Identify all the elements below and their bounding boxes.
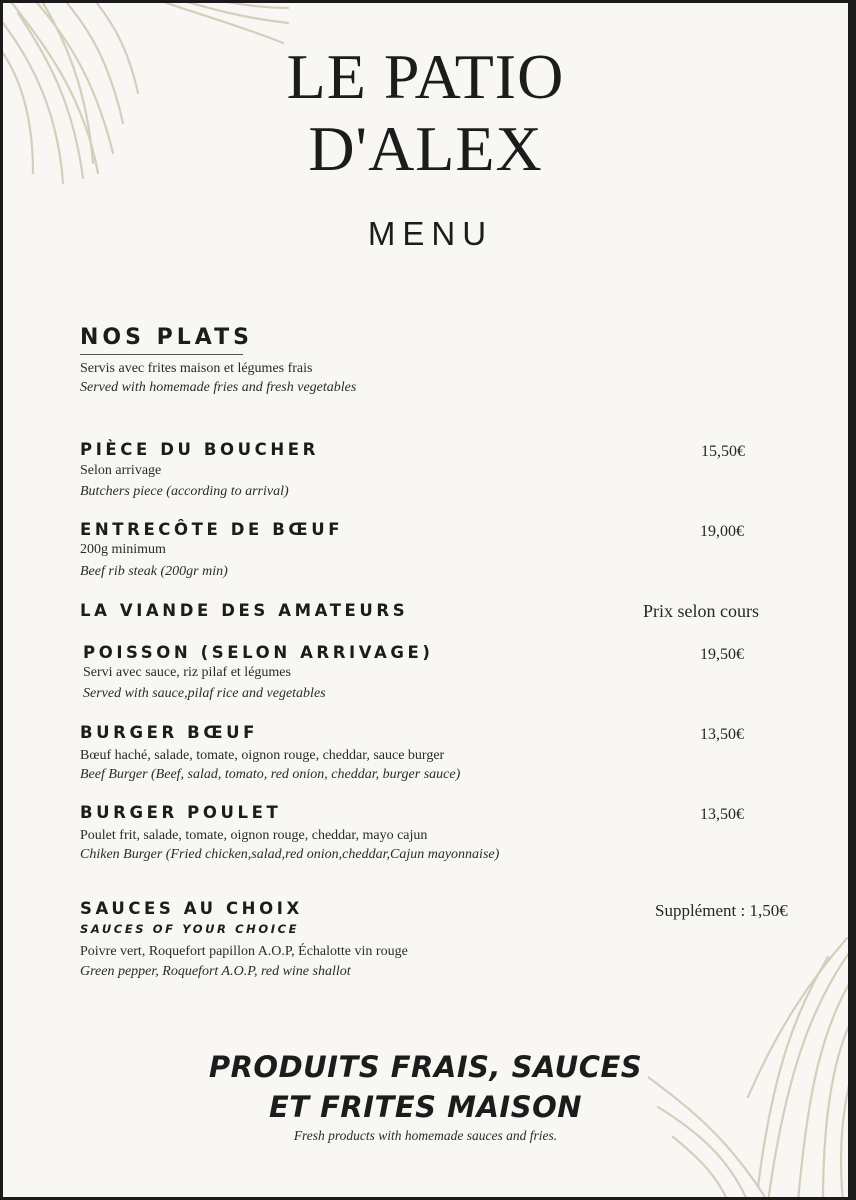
menu-page [3, 3, 848, 1197]
item-desc-en: Beef rib steak (200gr min) [80, 564, 228, 579]
section-desc-en: Served with homemade fries and fresh vegetables [80, 380, 357, 395]
section-underline [80, 354, 243, 355]
item-name: LA VIANDE DES AMATEURS [80, 601, 409, 620]
footer-title [3, 1047, 848, 1127]
item-desc-fr: Servi avec sauce, riz pilaf et légumes [83, 665, 291, 680]
item-price: 15,50€ [701, 443, 745, 460]
sauces-price: Supplément : 1,50€ [655, 901, 788, 920]
item-price: 13,50€ [700, 806, 744, 823]
footer-title-line-2: ET FRITES MAISON [268, 1090, 583, 1124]
item-name: POISSON (SELON ARRIVAGE) [83, 643, 434, 662]
footer-title-line-1: PRODUITS FRAIS, SAUCES [208, 1050, 643, 1084]
menu-heading: MENU [367, 215, 494, 252]
item-desc-en: Beef Burger (Beef, salad, tomato, red onion, cheddar, burger sauce) [80, 767, 461, 782]
sauces-desc-en: Green pepper, Roquefort A.O.P, red wine shallot [80, 964, 351, 979]
item-name: PIÈCE DU BOUCHER [80, 440, 319, 459]
item-price: 19,00€ [700, 523, 744, 540]
sauces-subtitle: SAUCES OF YOUR CHOICE [80, 922, 300, 936]
item-name: ENTRECÔTE DE BŒUF [80, 520, 344, 539]
section-title: NOS PLATS [80, 325, 253, 350]
footer-subtitle: Fresh products with homemade sauces and fries. [293, 1128, 558, 1143]
item-desc-fr: Poulet frit, salade, tomate, oignon rouge, cheddar, mayo cajun [80, 828, 428, 843]
item-desc-fr: Bœuf haché, salade, tomate, oignon rouge, cheddar, sauce burger [80, 748, 445, 763]
item-name: BURGER BŒUF [80, 723, 259, 742]
sauces-desc-fr: Poivre vert, Roquefort papillon A.O.P, Échalotte vin rouge [80, 944, 408, 959]
item-desc-fr: Selon arrivage [80, 463, 162, 478]
item-desc-en: Served with sauce,pilaf rice and vegetables [83, 686, 326, 701]
title-line-2: D'ALEX [308, 113, 543, 184]
item-price: 19,50€ [700, 646, 744, 663]
restaurant-title [3, 41, 848, 185]
title-line-1: LE PATIO [286, 41, 565, 112]
item-price: 13,50€ [700, 726, 744, 743]
item-desc-en: Chiken Burger (Fried chicken,salad,red onion,cheddar,Cajun mayonnaise) [80, 847, 500, 862]
section-desc-fr: Servis avec frites maison et légumes frais [80, 361, 313, 376]
sauces-name: SAUCES AU CHOIX [80, 899, 303, 918]
item-desc-en: Butchers piece (according to arrival) [80, 484, 289, 499]
item-name: BURGER POULET [80, 803, 282, 822]
item-price: Prix selon cours [643, 601, 759, 621]
item-desc-fr: 200g minimum [80, 542, 166, 557]
